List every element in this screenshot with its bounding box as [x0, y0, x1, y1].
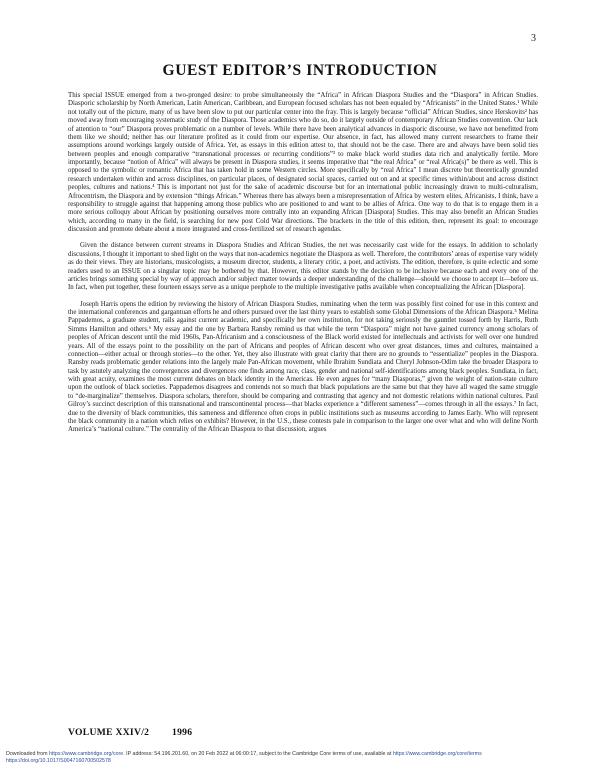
download-middle: . IP address: 54.196.201.60, on 20 Feb 2022 at 06:00:17, subject to the Cambridge Core terms of use, available at [123, 751, 392, 757]
terms-link[interactable]: https://www.cambridge.org/core/terms [392, 751, 482, 757]
article-body [68, 92, 538, 435]
journal-footer [68, 727, 192, 738]
paragraph-2: Given the distance between current streams in Diaspora Studies and African Studies, the net was necessarily cast wide for the essays. In addition to scholarly discussions, I thought it important to shed light on the ways that non-academics negotiate the Diaspora as well. Therefore, the contributors’ areas of expertise vary widely as do their views. They are historians, musicologists, a museum director, students, a literary critic, a poet, and activists. The edition, therefore, is quite eclectic and some readers used to an ISSUE on a singular topic may be bothered by that. However, this editor stands by the decision to be inclusive because each and every one of the articles brings something special by way of approach and/or subject matter towards a deeper understanding of the challenge—should we choose to accept it—before us. In fact, when put together, these fourteen essays serve as a unique peephole to the multiple investigative paths available when conceptualizing the African [Diaspora]. [68, 242, 538, 292]
download-prefix: Downloaded from [6, 751, 48, 757]
volume-label: VOLUME XXIV/2 [68, 727, 150, 738]
doi-link[interactable]: https://doi.org/10.1017/S0047160700502578 [6, 758, 111, 764]
page-number: 3 [531, 33, 536, 44]
page-title: GUEST EDITOR’S INTRODUCTION [162, 62, 438, 79]
cambridge-core-link[interactable]: https://www.cambridge.org/core [49, 751, 124, 757]
paragraph-1: This special ISSUE emerged from a two-pronged desire: to probe simultaneously the “Africa” in African Diaspora Studies and the “Diaspora” in African Studies. Diasporic scholarship by North American, Latin American, Caribbean, and European focused scholars has not been equaled by “Africanists” in the United States.¹ While not totally out of the picture, many of us have been slow to put our particular center into the fray. This is largely because “official” African Studies, since Herskovits² has moved away from encouraging systematic study of the Diaspora. Those academics who do so, do it largely outside of contemporary African Studies convention. Our lack of attention to “our” Diaspora proves problematic on a number of levels. While there have been analytical advances in diasporic discourse, we have not benefitted from them like we should; neither has our literature profited as it could from our expertise. Our absence, in fact, has allowed many current researchers to frame their assumptions around workings largely outside of Africa. Yet, as essays in this edition attest to, that should not be the case. There are and always have been solid ties between peoples and enough comparative “transnational processes or recurring conditions”³ to make black world studies data rich and analytically fertile. More importantly, because “notion of Africa” will always be present in Diaspora studies, it seems imperative that “the real Africa” or “real Africa(s)” be there as well. This is opposed to the symbolic or romantic Africa that has taken hold in some Western circles. More specifically by “real Africa” I mean discrete but theoretically grounded research undertaken within and across disciplines, on particular places, of designated social spaces, carried out on and at specific times within/about and across distinct peoples, cultures and nations.⁴ This is important not just for the sake of academic discourse but for an international public increasingly drawn to multi-culturalism, Afrocentrism, the Diaspora and by extension “things African.” Whereas there has always been a misrepresentation of Africa by western elites, Africanists, I think, have a responsibility to struggle against that happening among those publics who are positioned to and want to be allies of Africa. One way to do that is to engage them in a more serious colloquy about African by positioning ourselves more centrally into an expanding African [Diaspora] Studies. This may also benefit an African Studies which, according to many in the field, is searching for new post Cold War directions. The brackets in the title of this edition, then, represent its goal: to encourage discussion and promote debate about a more integrated and cross-fertilized set of research agendas. [68, 92, 538, 233]
year-label: 1996 [171, 727, 193, 738]
paragraph-3: Joseph Harris opens the edition by reviewing the history of African Diaspora Studies, ruminating when the term was possibly first coined for use in this context and the international conferences and gargantuan efforts he and others pursued over the last thirty years to establish some Global Dimensions of the African Diaspora.⁵ Melina Pappademos, a graduate student, rails against current academic, and specifically her own institution, for not taking seriously the gauntlet tossed forth by Harris, Ruth Simms Hamilton and others.⁶ My essay and the one by Barbara Ransby remind us that while the term “Diaspora” might not have gained currency among scholars of peoples of African descent until the mid 1960s, Pan-Africanism and a consciousness of the Black world existed for intellectuals and activists for well over one hundred years. All of the essays point to the possibility on the part of Africans and peoples of African descent who over great distances, times and cultures, maintained a connection—either actual or through stories—to the other. Yet, they also illustrate with great clarity that there are no grounds to “essentialize” peoples in the Diaspora. Ransby reads problematic gender relations into the largely male Pan-African movement, while Ibrahim Sundiata and Cheryl Johnson-Odim take the broader Diaspora to task by astutely analyzing the convergences and divergences one finds among race, class, gender and national self-identifications among black peoples. Sundiata, in fact, with great acuity, examines the most current debates on black identity in the Americas. He even argues for “many Diasporas,” given the weight of nation-state culture upon the outlook of black societies. Pappademos disagrees and contends not so much that black populations are the same but that they have all waged the same struggle to “de-marginalize” themselves. Diaspora scholars, therefore, should be comparing and contrasting that agency and not domestic relations within national cultures. Paul Gilroy’s succinct description of this transnational and transcontinental process—that blacks experience a “different sameness”—comes through in all the essays.⁷ In fact, due to the diversity of black communities, this sameness and difference often crops in public institutions such as museums according to James Early. Who will represent the black community in a nation which relies on exhibits? However, in the U.S., these contests pale in comparison to the larger one over what and who will define North America’s “national culture.” The centrality of the African Diaspora to that discussion, argues [68, 300, 538, 434]
download-note [6, 751, 596, 765]
